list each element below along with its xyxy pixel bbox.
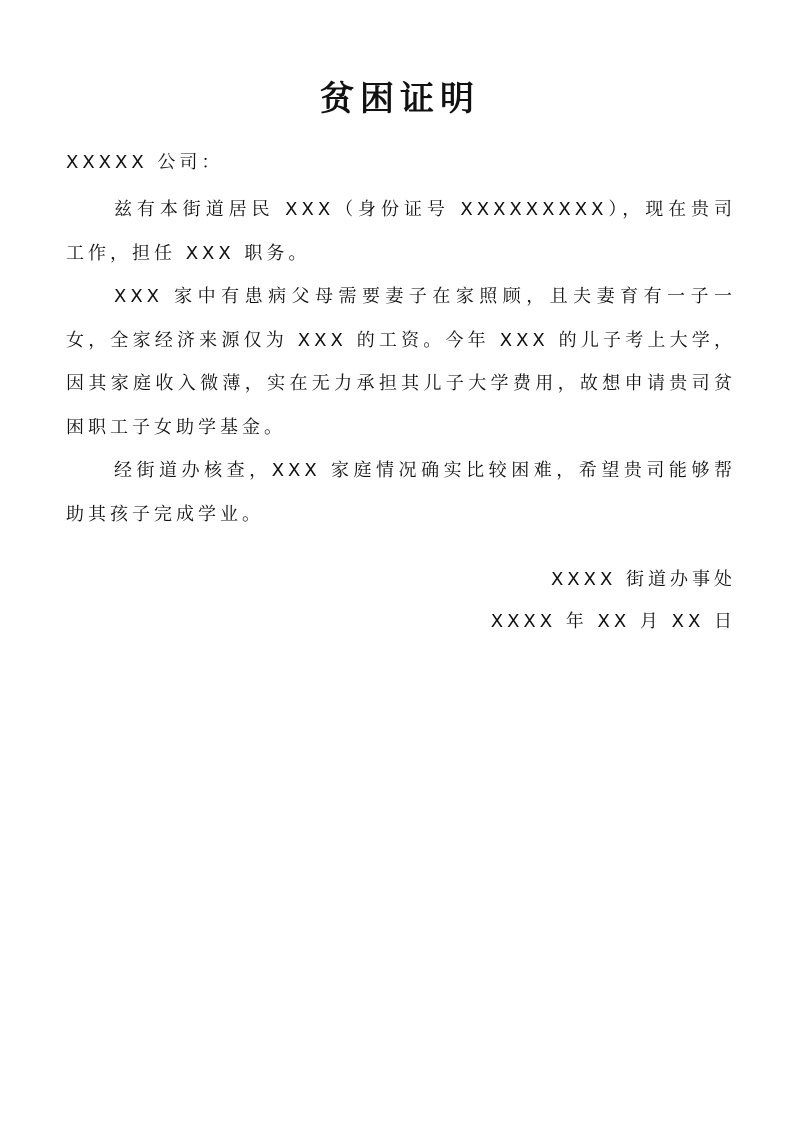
document-body — [66, 188, 736, 536]
signature-date: XXXX 年 XX 月 XX 日 — [490, 611, 736, 632]
body-paragraph-1: 兹有本街道居民 XXX（身份证号 XXXXXXXXX），现在贵司工作，担任 XXX 职务。 — [66, 199, 736, 264]
body-paragraph-2: XXX 家中有患病父母需要妻子在家照顾，且夫妻育有一子一女，全家经济来源仅为 XXX 的工资。今年 XXX 的儿子考上大学，因其家庭收入微薄，实在无力承担其儿子大学费用，故想申请贵司贫困职工子女助学基金。 — [66, 286, 736, 438]
body-paragraph-3: 经街道办核查，XXX 家庭情况确实比较困难，希望贵司能够帮助其孩子完成学业。 — [66, 460, 736, 525]
salutation: XXXXX 公司： — [66, 152, 224, 173]
document-title: 贫困证明 — [320, 79, 480, 119]
signature-organization: XXXX 街道办事处 — [550, 569, 736, 590]
